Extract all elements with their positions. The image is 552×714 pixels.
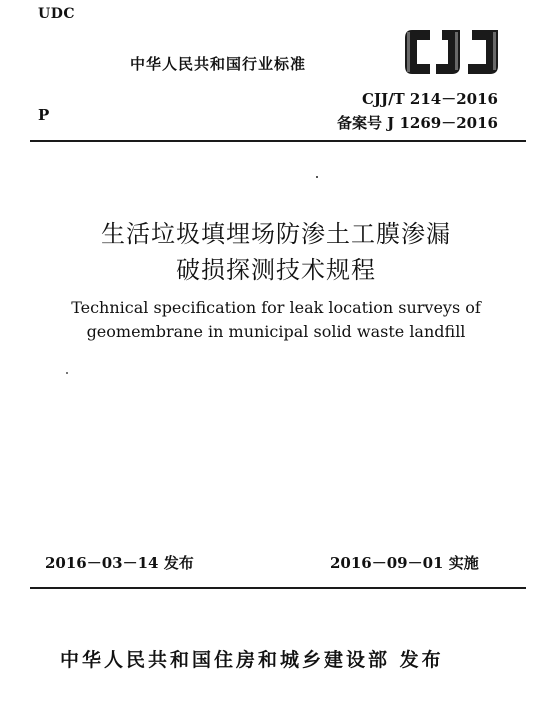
speck (316, 176, 318, 178)
standard-number: CJJ/T 214－2016 (361, 90, 498, 108)
cjj-logo (400, 24, 504, 80)
title-chinese-line-2: 破损探测技术规程 (176, 256, 376, 284)
bottom-divider (30, 587, 526, 589)
industry-standard-label: 中华人民共和国行业标准 (130, 55, 307, 73)
implementation-date: 2016－09－01 实施 (330, 554, 479, 572)
issue-date: 2016－03－14 发布 (45, 554, 194, 572)
issuing-authority: 中华人民共和国住房和城乡建设部 发布 (60, 649, 444, 671)
title-english-line-1: Technical specification for leak location surveys of (71, 298, 481, 317)
record-number: 备案号 J 1269－2016 (336, 114, 498, 132)
classification-letter: P (38, 106, 50, 124)
title-english-line-2: geomembrane in municipal solid waste landfill (86, 322, 466, 341)
speck (66, 372, 68, 374)
top-divider (30, 140, 526, 142)
title-chinese-line-1: 生活垃圾填埋场防渗土工膜渗漏 (101, 220, 451, 248)
udc-label: UDC (38, 6, 75, 22)
cjj-logo-graphic (400, 24, 504, 80)
